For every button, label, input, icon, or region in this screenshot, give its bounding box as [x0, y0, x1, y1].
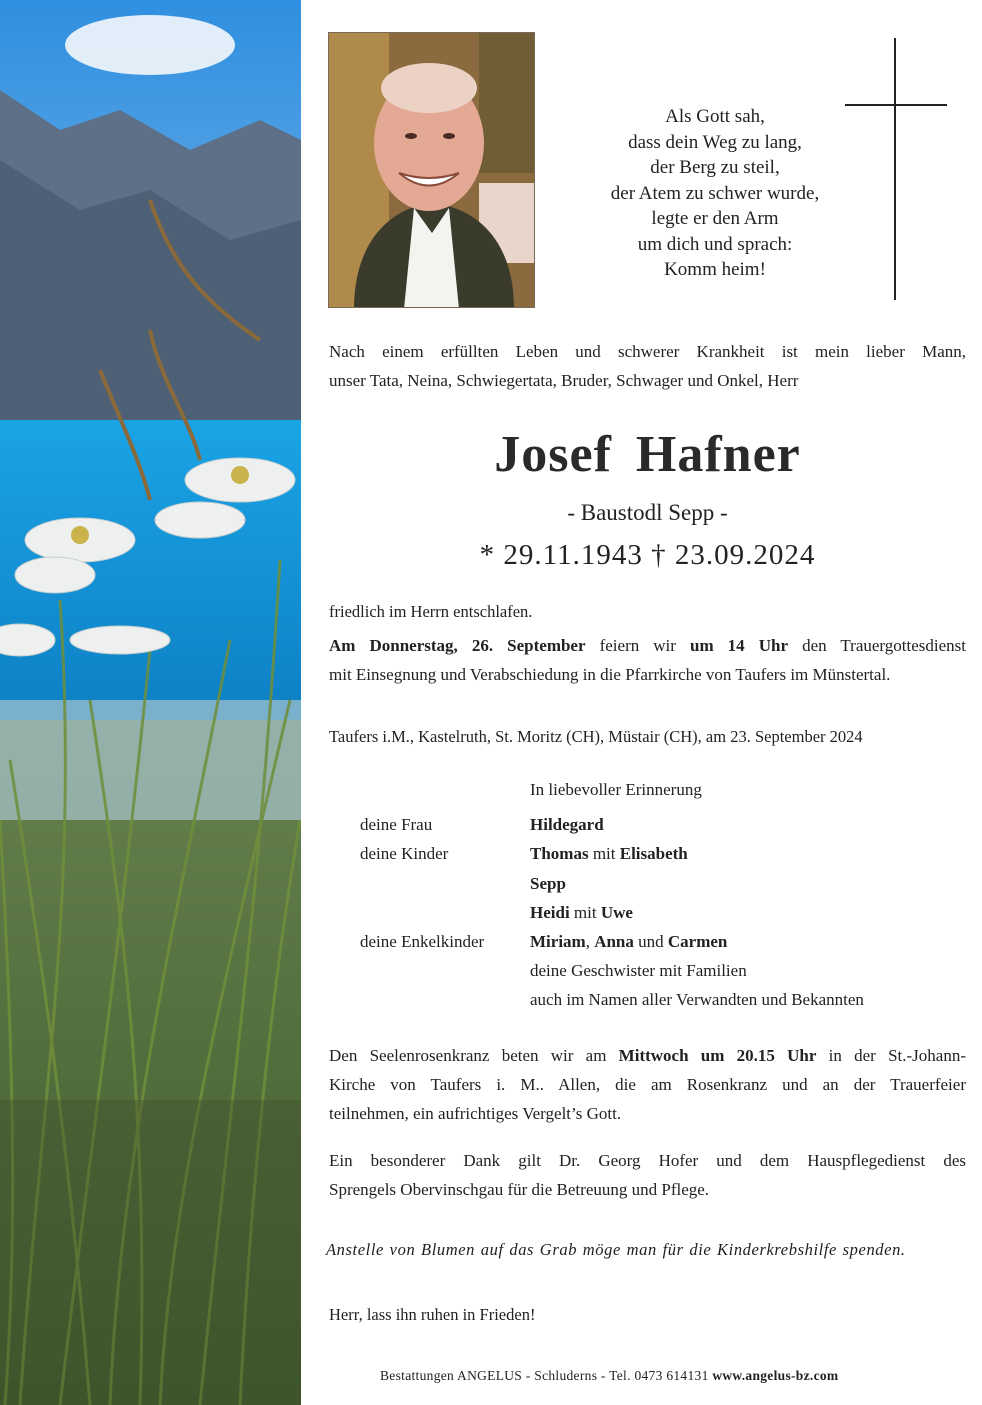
intro-text — [329, 337, 966, 395]
rosary-line-2: Kirche von Taufers i. M.. Allen, die am Rosenkranz und an der Trauerfeier — [329, 1075, 966, 1094]
rosary-text — [329, 1041, 966, 1128]
edelweiss-mountain-image — [0, 0, 301, 1405]
intro-line: Nach einem erfüllten Leben und schwerer Krankheit ist mein lieber Mann, — [329, 342, 966, 361]
funeral-mid: feiern wir — [585, 636, 690, 655]
with-text: mit — [588, 844, 620, 864]
rosary-pre: Den Seelenrosenkranz beten wir am — [329, 1046, 619, 1065]
grandchildren-label: deine Enkelkinder — [360, 931, 485, 951]
child-name: Thomas — [530, 844, 589, 864]
rest-in-peace-text: Herr, lass ihn ruhen in Frieden! — [329, 1305, 536, 1324]
funeral-time: um 14 Uhr — [690, 636, 789, 655]
places-date: Taufers i.M., Kastelruth, St. Moritz (CH), Müstair (CH), am 23. September 2024 — [329, 727, 863, 746]
thanks-text — [329, 1146, 966, 1204]
children-label: deine Kinder — [360, 844, 449, 864]
with-text: mit — [569, 902, 601, 922]
funeral-day: Am Donnerstag, 26. September — [329, 636, 586, 655]
cross-icon — [845, 38, 947, 300]
website-link[interactable]: www.angelus-bz.com — [712, 1368, 839, 1383]
poem-line: Als Gott sah, — [665, 106, 765, 127]
relatives-text: auch im Namen aller Verwandten und Bekannten — [530, 990, 864, 1010]
separator: , — [585, 931, 595, 951]
rosary-line-3: teilnehmen, ein aufrichtiges Vergelt’s Gott. — [329, 1104, 622, 1123]
family-heading: In liebevoller Erinnerung — [530, 780, 702, 799]
funeral-rest: den Trauergottesdienst — [788, 636, 966, 655]
deceased-nickname: - Baustodl Sepp - — [567, 500, 728, 525]
died-text: friedlich im Herrn entschlafen. — [329, 602, 533, 621]
death-date: 23.09.2024 — [674, 539, 816, 571]
life-dates — [329, 533, 966, 577]
rosary-when: Mittwoch um 20.15 Uhr — [618, 1046, 817, 1065]
poem-line: der Berg zu steil, — [650, 157, 780, 178]
funeral-text — [329, 631, 966, 689]
grandchild-name: Anna — [594, 931, 634, 951]
partner-name: Elisabeth — [619, 844, 688, 864]
and-text: und — [633, 931, 668, 951]
born-symbol: * — [479, 539, 496, 571]
family-list — [0, 775, 982, 1015]
deceased-name: Josef Hafner — [494, 426, 801, 483]
funeral-line — [329, 631, 966, 660]
child-name: Sepp — [530, 873, 566, 893]
funeral-line-2: mit Einsegnung und Verabschiedung in die Pfarrkirche von Taufers im Münstertal. — [329, 665, 891, 684]
poem-line: legte er den Arm — [651, 208, 779, 229]
portrait-photo — [328, 32, 535, 308]
rosary-post: in der St.-Johann- — [816, 1046, 966, 1065]
thanks-line: Ein besonderer Dank gilt Dr. Georg Hofer und dem Hauspflegedienst des — [329, 1151, 966, 1170]
flowers-note: Anstelle von Blumen auf das Grab möge man für die Kinderkrebshilfe spenden. — [326, 1240, 906, 1259]
grandchild-name: Carmen — [667, 931, 728, 951]
birth-date: 29.11.1943 — [503, 539, 643, 571]
siblings-text: deine Geschwister mit Familien — [530, 961, 747, 981]
died-symbol: † — [651, 539, 667, 571]
poem-line: dass dein Weg zu lang, — [628, 131, 802, 153]
thanks-line-2: Sprengels Obervinschgau für die Betreuung und Pflege. — [329, 1180, 710, 1199]
wife-name: Hildegard — [530, 815, 604, 835]
poem-line: um dich und sprach: — [637, 233, 793, 255]
child-name: Heidi — [530, 902, 570, 922]
funeral-home-footer — [380, 1366, 940, 1386]
partner-name: Uwe — [600, 902, 633, 922]
memorial-poem — [560, 104, 870, 283]
poem-line: Komm heim! — [664, 259, 766, 280]
grandchild-name: Miriam — [530, 931, 586, 951]
wife-label: deine Frau — [360, 815, 433, 835]
intro-line: unser Tata, Neina, Schwiegertata, Bruder, Schwager und Onkel, Herr — [329, 371, 799, 390]
rosary-line — [329, 1041, 966, 1070]
poem-line: der Atem zu schwer wurde, — [610, 182, 820, 204]
company-info: Bestattungen ANGELUS - Schluderns - Tel. 0473 614131 — [380, 1368, 713, 1383]
